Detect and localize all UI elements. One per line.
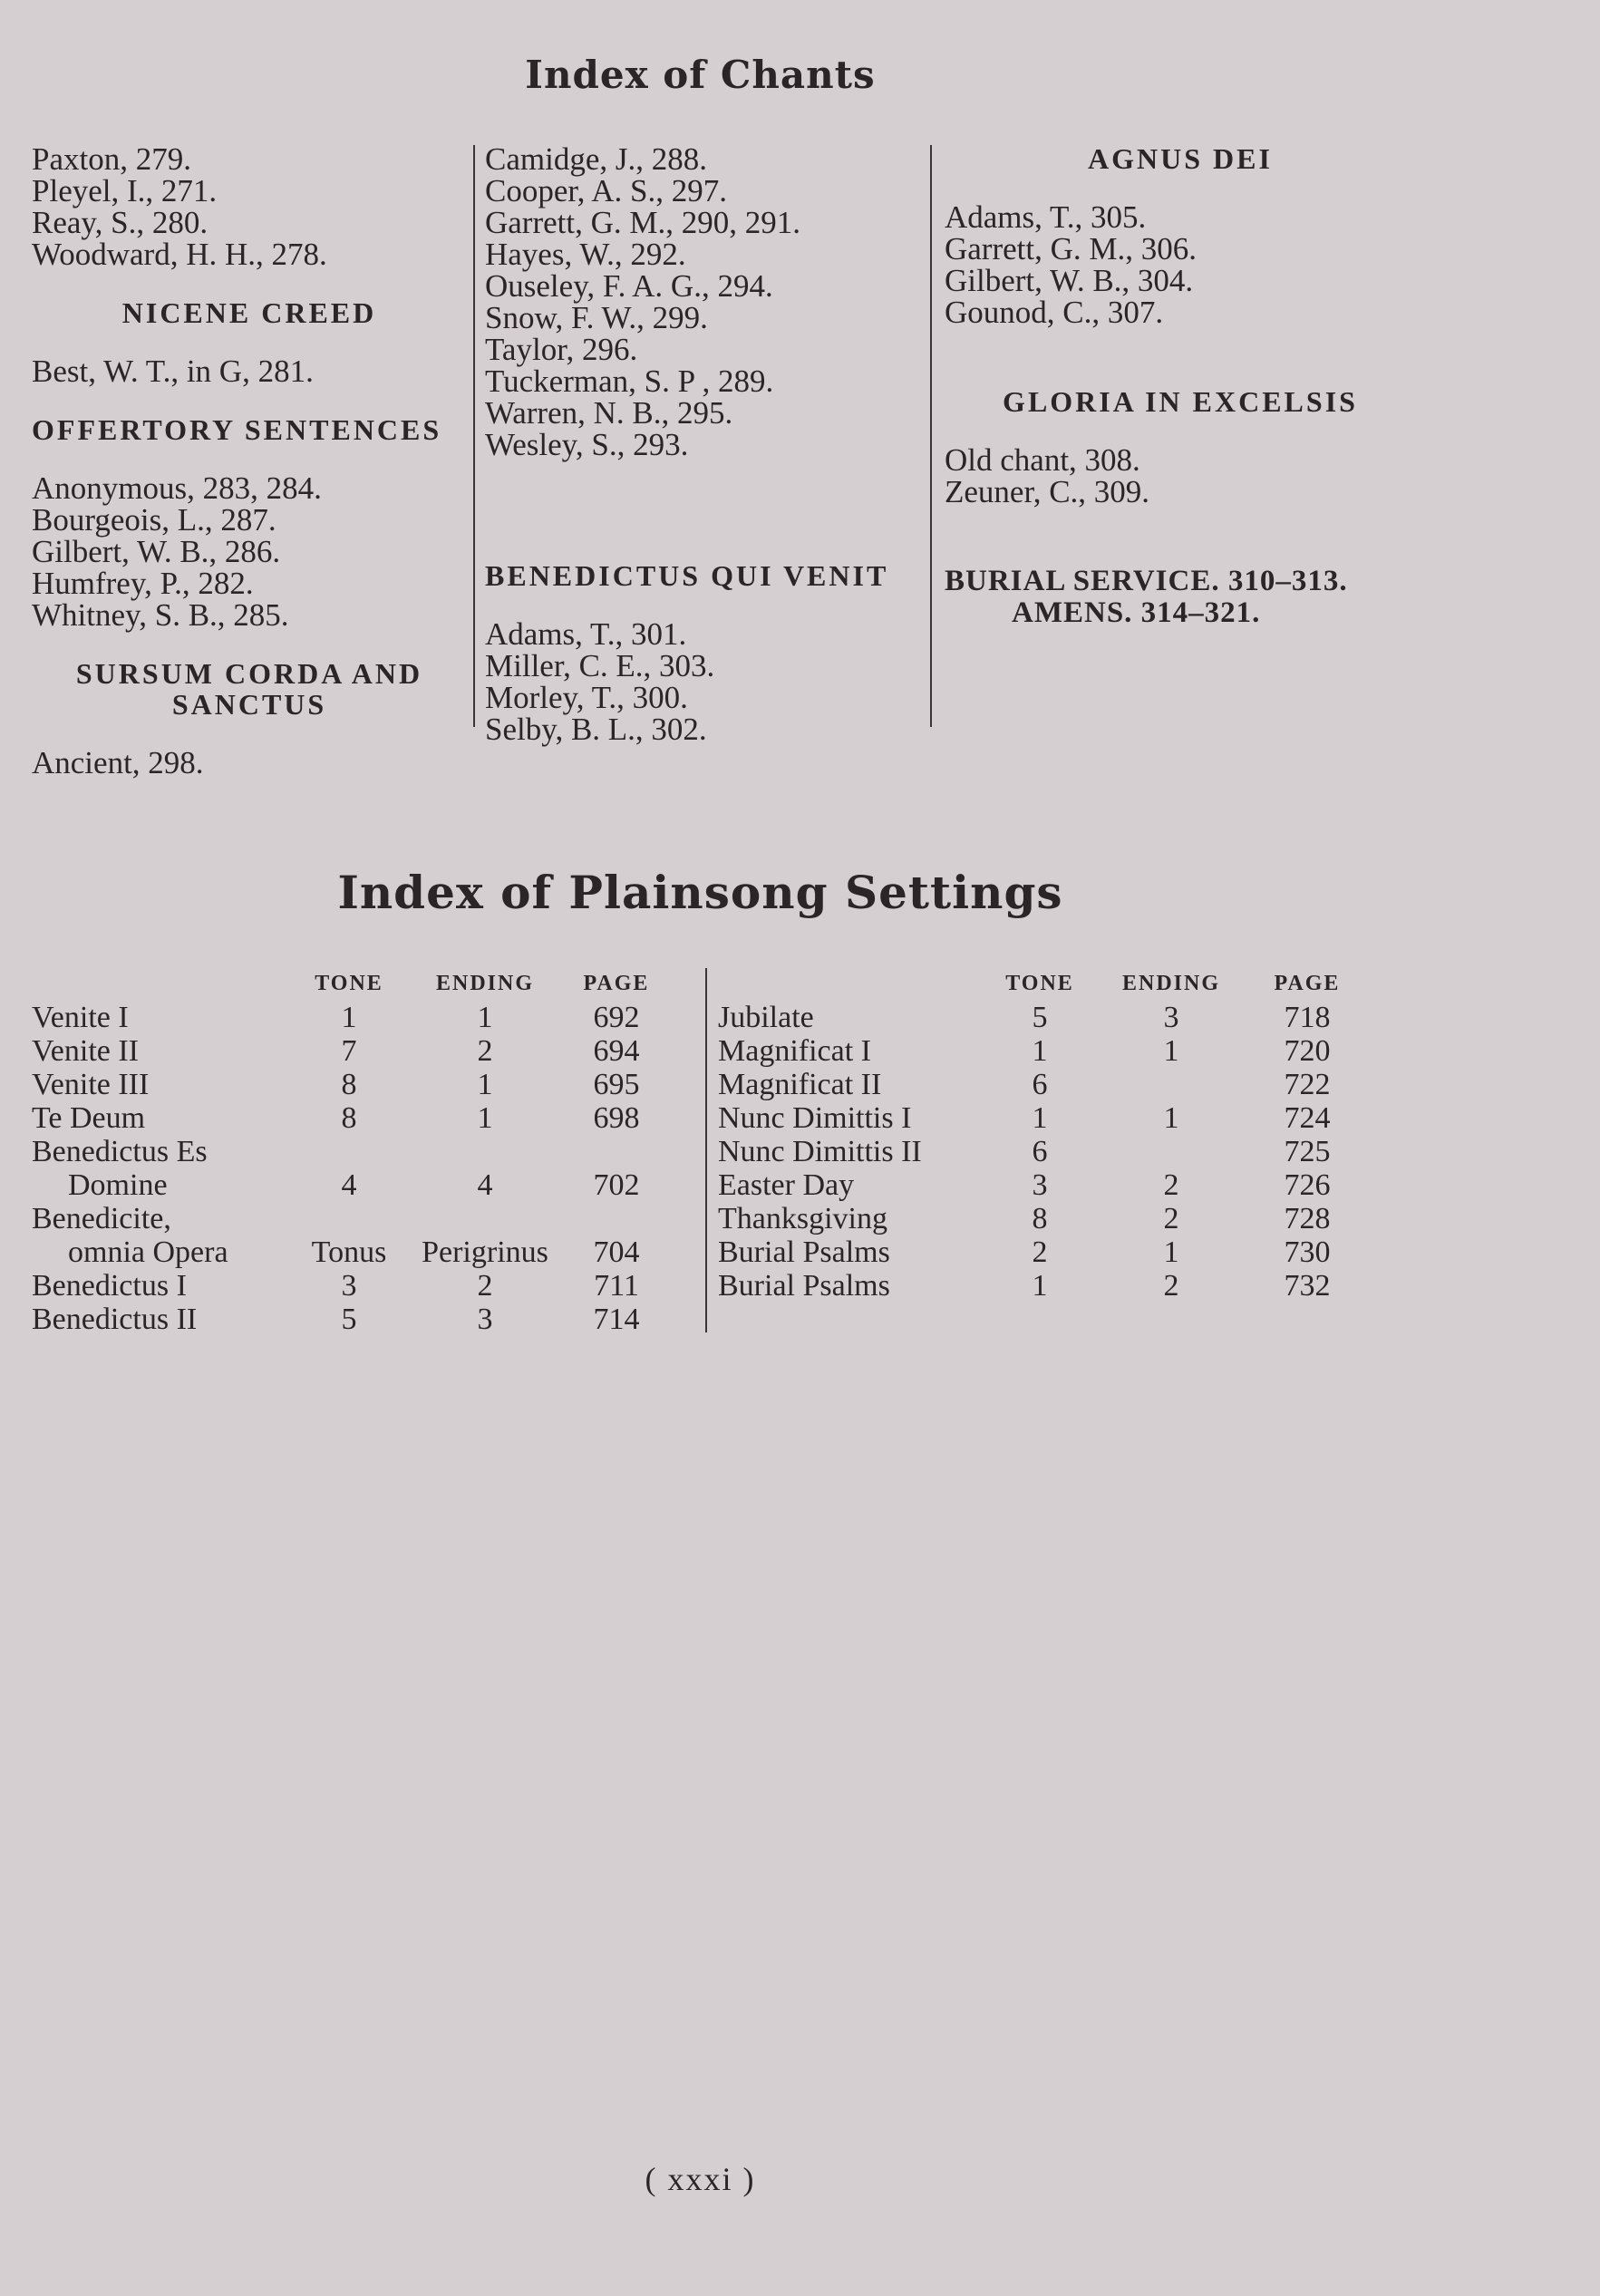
chants-index-title: Index of Chants xyxy=(525,53,876,97)
ending-cell: 1 xyxy=(477,1001,493,1034)
ending-cell: 3 xyxy=(477,1303,493,1336)
table-row xyxy=(32,1235,666,1269)
setting-name: Benedictus II xyxy=(32,1303,198,1336)
index-entry: Miller, C. E., 303. xyxy=(485,648,715,683)
index-entry: Garrett, G. M., 290, 291. xyxy=(485,205,801,240)
index-entry: Snow, F. W., 299. xyxy=(485,300,708,335)
index-entry: Paxton, 279. xyxy=(32,141,191,177)
setting-name: Venite II xyxy=(32,1034,140,1068)
entry-list xyxy=(32,355,467,387)
chants-column-3 xyxy=(945,143,1416,629)
table-row xyxy=(32,1168,666,1202)
index-entry: Gilbert, W. B., 286. xyxy=(32,534,281,569)
index-entry: Old chant, 308. xyxy=(945,442,1140,478)
page-cell: 722 xyxy=(1284,1068,1331,1101)
tone-cell: 1 xyxy=(341,1001,357,1034)
page-cell xyxy=(567,1202,666,1235)
page-cell: 724 xyxy=(1284,1101,1331,1135)
index-entry: Best, W. T., in G, 281. xyxy=(32,354,314,389)
entry-list xyxy=(32,747,467,779)
entry-list xyxy=(485,143,920,460)
ending-cell xyxy=(403,1135,567,1168)
table-divider xyxy=(705,968,707,1332)
amens-entry: AMENS. 314–321. xyxy=(1012,596,1261,629)
index-entry: Bourgeois, L., 287. xyxy=(32,502,276,538)
index-entry: Humfrey, P., 282. xyxy=(32,566,254,601)
tone-cell xyxy=(295,1135,403,1168)
ending-cell: 1 xyxy=(1163,1034,1179,1068)
tone-cell: 6 xyxy=(1032,1135,1048,1168)
table-row xyxy=(718,1034,1371,1068)
table-row xyxy=(718,1168,1371,1202)
page-cell: 702 xyxy=(593,1168,640,1202)
setting-name: Jubilate xyxy=(718,1001,814,1034)
column-header-name xyxy=(718,964,981,1001)
index-entry: Pleyel, I., 271. xyxy=(32,173,218,208)
index-entry: Warren, N. B., 295. xyxy=(485,395,733,431)
index-entry: Cooper, A. S., 297. xyxy=(485,173,727,208)
index-entry: Whitney, S. B., 285. xyxy=(32,597,289,633)
plainsong-table-left xyxy=(32,964,666,1336)
index-entry: Gounod, C., 307. xyxy=(945,295,1164,330)
page-cell: 732 xyxy=(1284,1269,1331,1303)
page-cell: 698 xyxy=(593,1101,640,1135)
setting-name: Benedictus Es xyxy=(32,1135,208,1168)
ending-cell xyxy=(1099,1068,1244,1101)
setting-name: Te Deum xyxy=(32,1101,146,1135)
table-row xyxy=(718,1101,1371,1135)
table-row xyxy=(32,1303,666,1336)
setting-name: Burial Psalms xyxy=(718,1235,890,1269)
ending-cell: 2 xyxy=(1163,1168,1179,1202)
table-row xyxy=(718,1202,1371,1235)
table-row xyxy=(32,1001,666,1034)
index-entry: Woodward, H. H., 278. xyxy=(32,237,327,272)
page-cell: 720 xyxy=(1284,1034,1331,1068)
gloria-heading: GLORIA IN EXCELSIS xyxy=(1003,385,1358,418)
index-entry: Ancient, 298. xyxy=(32,745,204,780)
setting-name: Nunc Dimittis II xyxy=(718,1135,922,1168)
ending-cell: Perigrinus xyxy=(422,1235,548,1269)
tone-cell: 3 xyxy=(1032,1168,1048,1202)
entry-list xyxy=(945,201,1416,328)
setting-name: Magnificat II xyxy=(718,1068,882,1101)
table-row xyxy=(32,1101,666,1135)
chants-column-1 xyxy=(32,143,467,779)
tone-cell: 8 xyxy=(341,1068,357,1101)
benedictus-qui-venit-heading: BENEDICTUS QUI VENIT xyxy=(485,559,889,592)
tone-cell: 6 xyxy=(1032,1068,1048,1101)
page-number: ( xxxi ) xyxy=(645,2161,756,2197)
tone-cell: 3 xyxy=(341,1269,357,1303)
tone-cell: 8 xyxy=(341,1101,357,1135)
index-entry: Hayes, W., 292. xyxy=(485,237,686,272)
page-cell: 704 xyxy=(593,1235,640,1269)
agnus-dei-heading: AGNUS DEI xyxy=(1088,142,1273,175)
ending-cell: 2 xyxy=(477,1034,493,1068)
table-row xyxy=(32,1202,666,1235)
plainsong-table-right xyxy=(718,964,1371,1303)
index-entry: Anonymous, 283, 284. xyxy=(32,470,322,506)
offertory-sentences-heading: OFFERTORY SENTENCES xyxy=(32,413,442,446)
setting-name: Thanksgiving xyxy=(718,1202,887,1235)
column-divider xyxy=(930,145,932,727)
setting-name: Easter Day xyxy=(718,1168,855,1202)
setting-name: Venite III xyxy=(32,1068,150,1101)
table-row xyxy=(32,1135,666,1168)
index-entry: Zeuner, C., 309. xyxy=(945,474,1150,509)
page-cell: 692 xyxy=(593,1001,640,1034)
index-entry: Ouseley, F. A. G., 294. xyxy=(485,268,773,304)
ending-cell: 2 xyxy=(1163,1202,1179,1235)
page-cell: 718 xyxy=(1284,1001,1331,1034)
column-header-page: PAGE xyxy=(1274,972,1341,995)
page-cell: 695 xyxy=(593,1068,640,1101)
setting-name: Burial Psalms xyxy=(718,1269,890,1303)
column-header-ending: ENDING xyxy=(435,972,534,995)
index-entry: Adams, T., 305. xyxy=(945,199,1147,235)
index-entry: Wesley, S., 293. xyxy=(485,427,689,462)
table-row xyxy=(718,1135,1371,1168)
index-entry: Garrett, G. M., 306. xyxy=(945,231,1198,266)
page-cell: 726 xyxy=(1284,1168,1331,1202)
ending-cell: 3 xyxy=(1163,1001,1179,1034)
tone-cell: 1 xyxy=(1032,1034,1048,1068)
tone-cell: 2 xyxy=(1032,1235,1048,1269)
page-cell: 728 xyxy=(1284,1202,1331,1235)
nicene-creed-heading: NICENE CREED xyxy=(121,296,377,329)
column-divider xyxy=(473,145,475,727)
ending-cell xyxy=(1099,1135,1244,1168)
tone-cell: 5 xyxy=(1032,1001,1048,1034)
table-row xyxy=(32,1034,666,1068)
ending-cell: 4 xyxy=(477,1168,493,1202)
setting-name: Benedictus I xyxy=(32,1269,187,1303)
tone-cell xyxy=(295,1202,403,1235)
page-cell xyxy=(567,1135,666,1168)
setting-name: Venite I xyxy=(32,1001,129,1034)
sanctus-heading: SANCTUS xyxy=(171,688,327,721)
page-cell: 711 xyxy=(594,1269,639,1303)
plainsong-index-title: Index of Plainsong Settings xyxy=(337,866,1063,919)
setting-name: Benedicite, xyxy=(32,1202,171,1235)
tone-cell: 5 xyxy=(341,1303,357,1336)
sursum-corda-heading: SURSUM CORDA AND xyxy=(75,657,423,690)
table-row xyxy=(32,1068,666,1101)
ending-cell: 1 xyxy=(477,1101,493,1135)
burial-service-entry: BURIAL SERVICE. 310–313. xyxy=(945,565,1348,597)
tone-cell: 1 xyxy=(1032,1101,1048,1135)
page-cell: 725 xyxy=(1284,1135,1331,1168)
ending-cell: 2 xyxy=(1163,1269,1179,1303)
setting-name: Magnificat I xyxy=(718,1034,871,1068)
tone-cell: 1 xyxy=(1032,1269,1048,1303)
page-cell: 694 xyxy=(593,1034,640,1068)
setting-name: Domine xyxy=(68,1168,168,1202)
ending-cell: 2 xyxy=(477,1269,493,1303)
index-entry: Taylor, 296. xyxy=(485,332,638,367)
ending-cell: 1 xyxy=(1163,1101,1179,1135)
table-row xyxy=(32,1269,666,1303)
tone-cell: 8 xyxy=(1032,1202,1048,1235)
entry-list xyxy=(485,618,920,745)
column-header-ending: ENDING xyxy=(1121,972,1220,995)
index-entry: Selby, B. L., 302. xyxy=(485,712,707,747)
setting-name: omnia Opera xyxy=(68,1235,228,1269)
tone-cell: 7 xyxy=(341,1034,357,1068)
column-header-name xyxy=(32,964,295,1001)
entry-list xyxy=(945,444,1416,508)
index-entry: Tuckerman, S. P , 289. xyxy=(485,363,774,399)
tone-cell: Tonus xyxy=(311,1235,387,1269)
table-row xyxy=(718,1269,1371,1303)
column-header-tone: TONE xyxy=(1005,972,1074,995)
index-entry: Adams, T., 301. xyxy=(485,616,687,652)
entry-list xyxy=(32,143,467,270)
ending-cell: 1 xyxy=(1163,1235,1179,1269)
index-entry: Morley, T., 300. xyxy=(485,680,688,715)
column-header-tone: TONE xyxy=(315,972,383,995)
index-entry: Gilbert, W. B., 304. xyxy=(945,263,1194,298)
table-row xyxy=(718,1001,1371,1034)
chants-column-2 xyxy=(485,143,920,745)
setting-name: Nunc Dimittis I xyxy=(718,1101,912,1135)
entry-list xyxy=(32,472,467,631)
ending-cell: 1 xyxy=(477,1068,493,1101)
table-row xyxy=(718,1068,1371,1101)
ending-cell xyxy=(403,1202,567,1235)
index-entry: Camidge, J., 288. xyxy=(485,141,707,177)
tone-cell: 4 xyxy=(341,1168,357,1202)
table-row xyxy=(718,1235,1371,1269)
page-cell: 730 xyxy=(1284,1235,1331,1269)
index-entry: Reay, S., 280. xyxy=(32,205,208,240)
page-cell: 714 xyxy=(593,1303,640,1336)
column-header-page: PAGE xyxy=(583,972,650,995)
